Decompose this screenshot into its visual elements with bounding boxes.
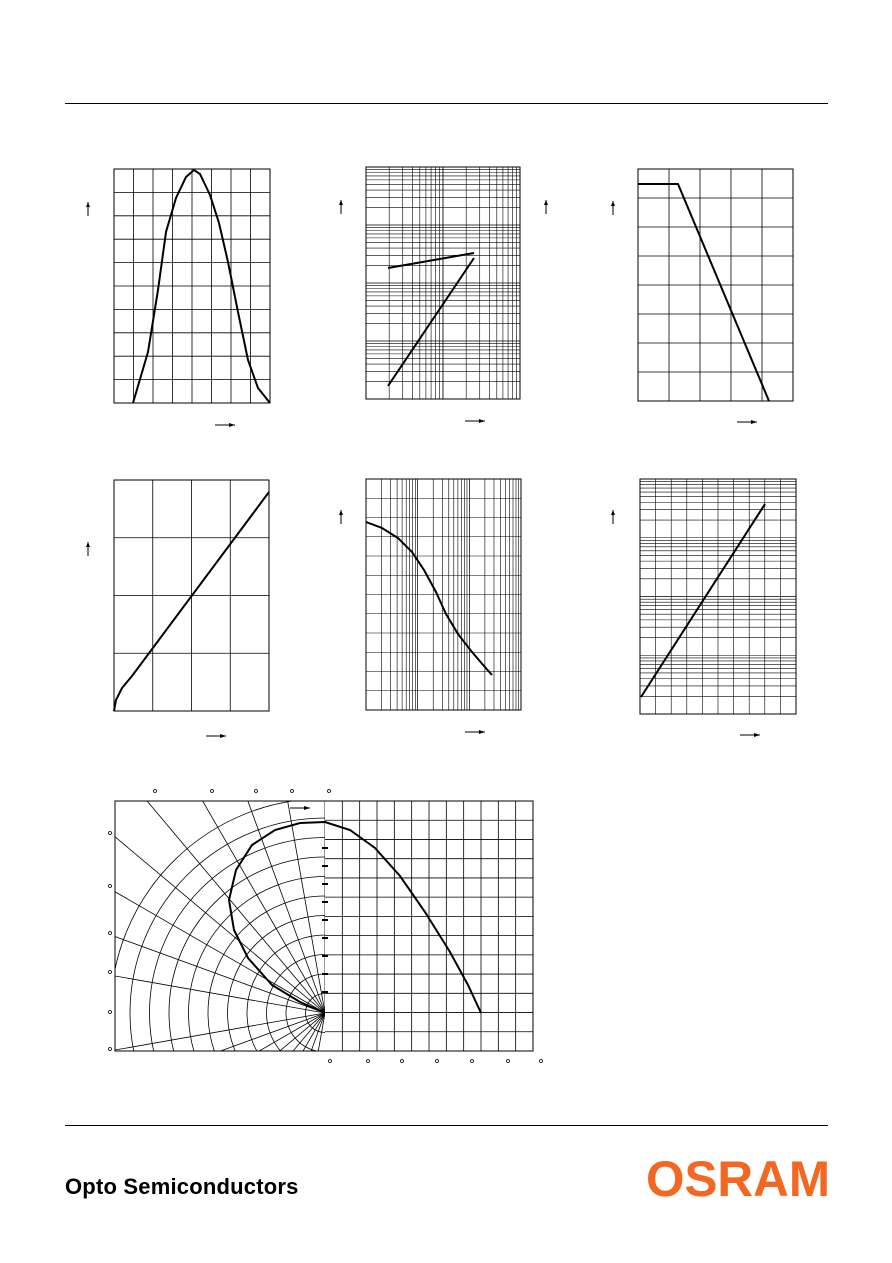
derating-curve: [638, 184, 769, 401]
polar-bottom-tick: [471, 1060, 474, 1063]
polar-x-arrow-head: [304, 806, 310, 810]
loglog-x-arrow-head: [479, 419, 485, 423]
derating-y-arrow-head: [611, 201, 615, 206]
linear-y-arrow-head: [86, 542, 90, 547]
polar-bottom-tick: [329, 1060, 332, 1063]
polar-top-tick: [255, 790, 258, 793]
polar-angle-ray: [0, 692, 325, 1013]
polar-left-tick: [109, 832, 112, 835]
polar-left-tick: [109, 932, 112, 935]
polar-bottom-tick: [401, 1060, 404, 1063]
loglog2-x-arrow-head: [754, 733, 760, 737]
polar-top-tick: [154, 790, 157, 793]
polar-top-tick: [211, 790, 214, 793]
directional-characteristic-curve: [229, 822, 481, 1013]
spectral-x-arrow-head: [229, 423, 235, 427]
polar-bottom-tick: [367, 1060, 370, 1063]
polar-left-tick: [109, 885, 112, 888]
polar-bottom-tick: [507, 1060, 510, 1063]
polar-top-tick: [291, 790, 294, 793]
osram-logo: [646, 1153, 830, 1201]
polar-top-tick: [328, 790, 331, 793]
loglog-y-arrow-head: [339, 200, 343, 205]
loglog2-y-arrow-head: [611, 510, 615, 515]
derating-x-arrow-head: [751, 420, 757, 424]
svg-text:OSRAM: OSRAM: [646, 1153, 830, 1201]
polar-left-tick: [109, 1011, 112, 1014]
polar-left-tick: [109, 971, 112, 974]
company-division-label: Opto Semiconductors: [65, 1174, 299, 1199]
footer-rule: [65, 1125, 828, 1126]
polar-angle-ray: [238, 521, 325, 1013]
semilog-y-arrow-head: [339, 510, 343, 515]
loglog-y2-arrow-head: [544, 200, 548, 205]
spectral-curve: [133, 170, 270, 403]
polar-angle-ray: [0, 1013, 325, 1100]
polar-angle-ray: [0, 1013, 325, 1184]
polar-angle-ray: [4, 630, 325, 1013]
polar-bottom-tick: [540, 1060, 543, 1063]
polar-bottom-tick: [436, 1060, 439, 1063]
polar-angle-ray: [0, 926, 325, 1013]
linear-x-arrow-head: [220, 734, 226, 738]
spectral-y-arrow-head: [86, 202, 90, 207]
polar-angle-ray: [75, 580, 325, 1013]
polar-left-tick: [109, 1048, 112, 1051]
semilog-x-arrow-head: [479, 730, 485, 734]
